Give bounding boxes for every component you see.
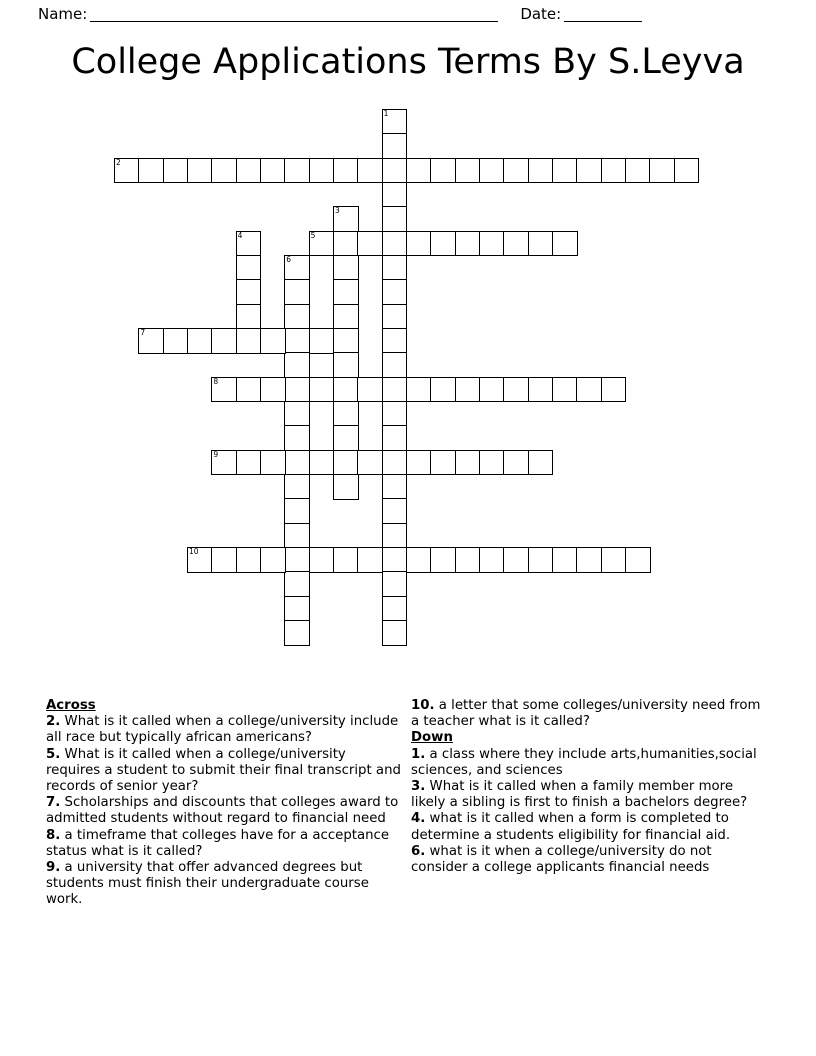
clue-across-8: [46, 828, 401, 860]
clue-number: 10.: [411, 698, 435, 713]
crossword-cell[interactable]: [284, 523, 310, 549]
crossword-cell[interactable]: [284, 352, 310, 378]
crossword-cell[interactable]: [455, 450, 481, 476]
crossword-cell[interactable]: [406, 450, 432, 476]
crossword-cell[interactable]: [211, 158, 237, 184]
crossword-cell[interactable]: [455, 377, 481, 403]
crossword-cell[interactable]: [284, 498, 310, 524]
cell-number: 9: [213, 449, 219, 459]
crossword-cell[interactable]: [236, 547, 262, 573]
crossword-cell[interactable]: [382, 450, 408, 476]
crossword-cell[interactable]: [333, 401, 359, 427]
across-heading: Across: [46, 698, 96, 713]
crossword-cell[interactable]: [382, 571, 408, 597]
crossword-cell[interactable]: [236, 255, 262, 281]
crossword-cell[interactable]: [601, 377, 627, 403]
crossword-cell[interactable]: [284, 401, 310, 427]
crossword-cell[interactable]: [284, 377, 310, 403]
crossword-cell[interactable]: [333, 425, 359, 451]
crossword-cell[interactable]: [382, 474, 408, 500]
clue-down-1: [411, 747, 769, 779]
crossword-cell[interactable]: [382, 304, 408, 330]
crossword-cell[interactable]: [382, 620, 408, 646]
cell-number: 5: [310, 230, 316, 240]
crossword-cell[interactable]: [382, 109, 408, 135]
crossword-cell[interactable]: [333, 547, 359, 573]
clue-text: What is it called when a family member more likely a sibling is first to finish a bachelors degree?: [411, 779, 748, 811]
crossword-cell[interactable]: [309, 377, 335, 403]
crossword-cell[interactable]: [333, 279, 359, 305]
clue-across-5: [46, 747, 401, 796]
crossword-cell[interactable]: [406, 377, 432, 403]
crossword-cell[interactable]: [528, 547, 554, 573]
clue-text: What is it called when a college/university include all race but typically african americans?: [46, 714, 399, 746]
crossword-cell[interactable]: [284, 450, 310, 476]
clue-text: a university that offer advanced degrees but students must finish their undergraduate course work.: [46, 860, 369, 908]
crossword-cell[interactable]: [382, 133, 408, 159]
crossword-cell[interactable]: [187, 158, 213, 184]
crossword-cell[interactable]: [382, 158, 408, 184]
down-heading: Down: [411, 730, 453, 746]
crossword-cell[interactable]: [601, 547, 627, 573]
crossword-cell[interactable]: [163, 328, 189, 354]
clue-across-10: [411, 698, 769, 730]
crossword-cell[interactable]: [163, 158, 189, 184]
clue-number: 2.: [46, 714, 61, 730]
crossword-cell[interactable]: [236, 328, 262, 354]
crossword-cell[interactable]: [430, 231, 456, 257]
clue-column-right: [411, 698, 769, 876]
cell-number: 4: [237, 230, 243, 240]
crossword-cell[interactable]: [236, 279, 262, 305]
crossword-cell[interactable]: [333, 352, 359, 378]
crossword-cell[interactable]: [406, 547, 432, 573]
clue-number: 4.: [411, 811, 426, 827]
crossword-cell[interactable]: [479, 547, 505, 573]
crossword-cell[interactable]: [455, 231, 481, 257]
crossword-cell[interactable]: [309, 158, 335, 184]
clue-across-9: [46, 860, 401, 909]
crossword-cell[interactable]: [284, 425, 310, 451]
cell-number: 1: [383, 109, 389, 118]
cell-number: 6: [286, 254, 292, 264]
crossword-cell[interactable]: [406, 158, 432, 184]
crossword-cell[interactable]: [382, 401, 408, 427]
crossword-cell[interactable]: [187, 547, 213, 573]
crossword-cell[interactable]: [552, 231, 578, 257]
crossword-cell[interactable]: [576, 158, 602, 184]
clue-number: 1.: [411, 746, 426, 762]
crossword-cell[interactable]: [236, 450, 262, 476]
crossword-cell[interactable]: [333, 328, 359, 354]
cell-number: 7: [140, 327, 146, 337]
crossword-cell[interactable]: [284, 304, 310, 330]
crossword-cell[interactable]: [260, 450, 286, 476]
cell-number: 3: [334, 206, 340, 216]
crossword-cell[interactable]: [284, 547, 310, 573]
crossword-cell[interactable]: [187, 328, 213, 354]
crossword-cell[interactable]: [138, 158, 164, 184]
clue-text: a timeframe that colleges have for a acceptance status what is it called?: [46, 827, 390, 859]
clue-number: 5.: [46, 746, 61, 762]
crossword-cell[interactable]: [382, 547, 408, 573]
crossword-cell[interactable]: [211, 377, 237, 403]
crossword-cell[interactable]: [260, 547, 286, 573]
crossword-cell[interactable]: [333, 255, 359, 281]
crossword-cell[interactable]: [138, 328, 164, 354]
crossword-cell[interactable]: [503, 231, 529, 257]
crossword-cell[interactable]: [649, 158, 675, 184]
clue-down-6: [411, 844, 769, 876]
crossword-cell[interactable]: [406, 231, 432, 257]
crossword-cell[interactable]: [552, 377, 578, 403]
crossword-cell[interactable]: [503, 158, 529, 184]
crossword-cell[interactable]: [382, 377, 408, 403]
clue-across-2: [46, 714, 401, 746]
crossword-cell[interactable]: [552, 547, 578, 573]
crossword-cell[interactable]: [528, 158, 554, 184]
crossword-cell[interactable]: [430, 450, 456, 476]
crossword-cell[interactable]: [674, 158, 700, 184]
crossword-cell[interactable]: [211, 450, 237, 476]
crossword-cell[interactable]: [479, 377, 505, 403]
clue-text: a letter that some colleges/university need from a teacher what is it called?: [411, 698, 761, 730]
crossword-cell[interactable]: [333, 231, 359, 257]
crossword-cell[interactable]: [260, 328, 286, 354]
crossword-cell[interactable]: [503, 450, 529, 476]
crossword-cell[interactable]: [576, 377, 602, 403]
cell-number: 2: [116, 157, 121, 167]
crossword-cell[interactable]: [455, 547, 481, 573]
crossword-cell[interactable]: [211, 547, 237, 573]
clue-text: What is it called when a college/university requires a student to submit their final transcript and records of senior year?: [46, 746, 401, 795]
crossword-cell[interactable]: [528, 377, 554, 403]
clue-down-3: [411, 779, 769, 811]
crossword-cell[interactable]: [333, 206, 359, 232]
crossword-cell[interactable]: [284, 328, 310, 354]
crossword-cell[interactable]: [284, 255, 310, 281]
crossword-cell[interactable]: [333, 158, 359, 184]
clue-number: 8.: [46, 827, 61, 843]
date-label: Date:: [520, 5, 562, 23]
crossword-cell[interactable]: [430, 377, 456, 403]
crossword-cell[interactable]: [479, 158, 505, 184]
crossword-cell[interactable]: [260, 158, 286, 184]
clue-column-left: [46, 698, 401, 909]
clue-number: 9.: [46, 860, 61, 876]
crossword-cell[interactable]: [114, 158, 140, 184]
crossword-cell[interactable]: [357, 231, 383, 257]
crossword-cell[interactable]: [357, 450, 383, 476]
crossword-cell[interactable]: [236, 304, 262, 330]
crossword-cell[interactable]: [455, 158, 481, 184]
crossword-cell[interactable]: [309, 450, 335, 476]
crossword-cell[interactable]: [382, 206, 408, 232]
crossword-cell[interactable]: [309, 231, 335, 257]
crossword-cell[interactable]: [382, 182, 408, 208]
crossword-cell[interactable]: [333, 377, 359, 403]
crossword-cell[interactable]: [284, 158, 310, 184]
crossword-cell[interactable]: [382, 352, 408, 378]
crossword-cell[interactable]: [309, 328, 335, 354]
clue-text: what is it when a college/university do not consider a college applicants financial needs: [411, 843, 712, 876]
crossword-cell[interactable]: [284, 620, 310, 646]
crossword-cell[interactable]: [357, 377, 383, 403]
crossword-cell[interactable]: [382, 425, 408, 451]
crossword-cell[interactable]: [503, 547, 529, 573]
crossword-cell[interactable]: [309, 547, 335, 573]
crossword-cell[interactable]: [625, 547, 651, 573]
crossword-cell[interactable]: [333, 450, 359, 476]
clue-number: 6.: [411, 843, 426, 859]
page-title: College Applications Terms By S.Leyva: [71, 42, 745, 82]
crossword-cell[interactable]: [382, 498, 408, 524]
crossword-cell[interactable]: [430, 547, 456, 573]
crossword-cell[interactable]: [236, 377, 262, 403]
crossword-cell[interactable]: [284, 474, 310, 500]
crossword-cell[interactable]: [576, 547, 602, 573]
crossword-cell[interactable]: [284, 571, 310, 597]
crossword-cell[interactable]: [503, 377, 529, 403]
crossword-cell[interactable]: [479, 450, 505, 476]
clue-number: 3.: [411, 779, 426, 795]
crossword-cell[interactable]: [236, 158, 262, 184]
cell-number: 10: [188, 546, 199, 556]
crossword-cell[interactable]: [357, 158, 383, 184]
crossword-cell[interactable]: [382, 328, 408, 354]
clue-lists: [0, 698, 816, 958]
cell-number: 8: [213, 376, 219, 386]
crossword-cell[interactable]: [382, 596, 408, 622]
clue-number: 7.: [46, 795, 61, 811]
name-label: Name:: [38, 5, 88, 23]
crossword-cell[interactable]: [236, 231, 262, 257]
clue-text: Scholarships and discounts that colleges award to admitted students without regard to financial need: [46, 795, 399, 827]
crossword-cell[interactable]: [601, 158, 627, 184]
crossword-cell[interactable]: [333, 304, 359, 330]
crossword-cell[interactable]: [552, 158, 578, 184]
crossword-cell[interactable]: [479, 231, 505, 257]
crossword-cell[interactable]: [333, 474, 359, 500]
crossword-cell[interactable]: [211, 328, 237, 354]
crossword-cell[interactable]: [284, 596, 310, 622]
crossword-cell[interactable]: [528, 231, 554, 257]
crossword-cell[interactable]: [382, 231, 408, 257]
clue-across-7: [46, 795, 401, 827]
crossword-cell[interactable]: [625, 158, 651, 184]
crossword-cell[interactable]: [382, 255, 408, 281]
crossword-cell[interactable]: [284, 279, 310, 305]
crossword-cell[interactable]: [430, 158, 456, 184]
crossword-cell[interactable]: [382, 279, 408, 305]
crossword-cell[interactable]: [528, 450, 554, 476]
crossword-cell[interactable]: [382, 523, 408, 549]
crossword-cell[interactable]: [260, 377, 286, 403]
clue-down-4: [411, 811, 769, 843]
crossword-cell[interactable]: [357, 547, 383, 573]
clue-text: what is it called when a form is completed to determine a students eligibility for financial aid.: [411, 811, 731, 843]
clue-text: a class where they include arts,humanities,social sciences, and sciences: [411, 746, 757, 778]
